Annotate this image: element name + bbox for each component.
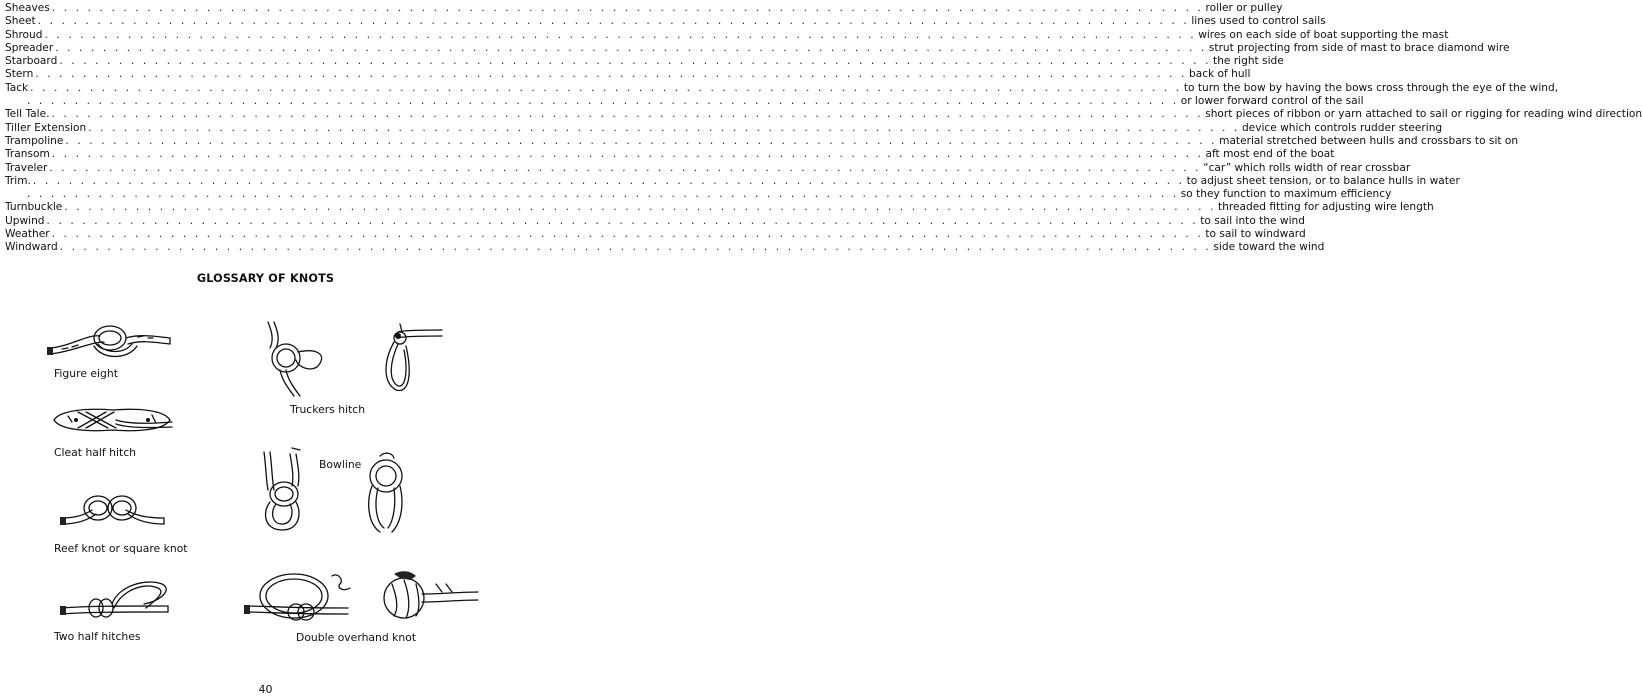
glossary-definition: to sail to windward [1205,228,1306,241]
leader-dots: . . . . . . . . . . . . . . . . . . . . . . . . . . . . . . . . . . . . . . . . . . . . . . . . . . . . . . . . . . . . . . . . . . . . . . . . . . . . . . . . . . . . . . . . . . . . . . . . . [46,214,1199,227]
glossary-entry [5,41,1510,55]
leader-dots: . . . . . . . . . . . . . . . . . . . . . . . . . . . . . . . . . . . . . . . . . . . . . . . . . . . . . . . . . . . . . . . . . . . . . . . . . . . . . . . . . . . . . . . . . . . . . . . . . [51,2,1204,14]
glossary-entry [5,228,1306,241]
glossary-term: Windward [5,241,58,254]
glossary-definition: aft most end of the boat [1205,148,1335,161]
glossary-line [5,55,1284,68]
glossary-term: Sheaves [5,2,50,14]
glossary-term: Sheet [5,15,36,28]
leader-dots: . . . . . . . . . . . . . . . . . . . . . . . . . . . . . . . . . . . . . . . . . . . . . . . . . . . . . . . . . . . . . . . . . . . . . . . . . . . . . . . . . . . . . . . . . . . . . . . . . [30,81,1182,94]
bowline-label: Bowline [319,458,362,471]
truckers-hitch-illustration [258,318,338,398]
glossary-line [5,134,1519,148]
leader-dots: . . . . . . . . . . . . . . . . . . . . . . . . . . . . . . . . . . . . . . . . . . . . . . . . . . . . . . . . . . . . . . . . . . . . . . . . . . . . . . . . . . . . . . . . . . . . . . . . . [49,161,1202,174]
leader-dots: . . . . . . . . . . . . . . . . . . . . . . . . . . . . . . . . . . . . . . . . . . . . . . . . . . . . . . . . . . . . . . . . . . . . . . . . . . . . . . . . . . . . . . . . . . . . . . . . . [32,174,1185,187]
glossary-line [5,148,1335,161]
glossary-definition: strut projecting from side of mast to brace diamond wire [1208,41,1510,54]
glossary-term: Upwind [5,214,45,227]
glossary-definition-continued: so they function to maximum efficiency [1180,188,1392,201]
glossary-entry [5,81,1559,109]
leader-dots: . . . . . . . . . . . . . . . . . . . . . . . . . . . . . . . . . . . . . . . . . . . . . . . . . . . . . . . . . . . . . . . . . . . . . . . . . . . . . . . . . . . . . . . . . . . . . . . . . [51,228,1204,241]
glossary-line [5,201,1434,214]
glossary-line [5,68,1251,81]
glossary-term: Shroud [5,28,43,41]
glossary-line [5,121,1443,135]
glossary-definition: material stretched between hulls and crossbars to sit on [1219,134,1519,147]
figure-eight-label: Figure eight [54,367,118,380]
glossary-term: Stern [5,68,34,81]
leader-dots: . . . . . . . . . . . . . . . . . . . . . . . . . . . . . . . . . . . . . . . . . . . . . . . . . . . . . . . . . . . . . . . . . . . . . . . . . . . . . . . . . . . . . . . . . . . . . . . . . [51,108,1204,121]
glossary-definition: to adjust sheet tension, or to balance hulls in water [1186,174,1460,187]
glossary-term: Tack [5,81,29,94]
glossary-definition: threaded fitting for adjusting wire length [1218,201,1434,214]
leader-dots: . . . . . . . . . . . . . . . . . . . . . . . . . . . . . . . . . . . . . . . . . . . . . . . . . . . . . . . . . . . . . . . . . . . . . . . . . . . . . . . . . . . . . . . . . . . . . . . . . [88,121,1240,134]
glossary-definition: to sail into the wind [1200,214,1305,227]
glossary-entry [5,121,1443,135]
glossary-definition: “car” which rolls width of rear crossbar [1203,161,1411,174]
glossary-definition: device which controls rudder steering [1241,121,1443,134]
glossary-entry [5,15,1326,28]
leader-dots: . . . . . . . . . . . . . . . . . . . . . . . . . . . . . . . . . . . . . . . . . . . . . . . . . . . . . . . . . . . . . . . . . . . . . . . . . . . . . . . . . . . . . . . . . . . . . . . . . [59,55,1212,68]
glossary-term: Traveler [5,161,48,174]
glossary-entry [5,108,1642,121]
two-half-hitches-label: Two half hitches [54,630,141,643]
glossary-line [5,161,1411,175]
knots-heading: GLOSSARY OF KNOTS [196,272,335,285]
leader-dots: . . . . . . . . . . . . . . . . . . . . . . . . . . . . . . . . . . . . . . . . . . . . . . . . . . . . . . . . . . . . . . . . . . . . . . . . . . . . . . . . . . . . . . . . . . . . . . . . . [59,241,1212,254]
glossary-definition: side toward the wind [1213,241,1325,254]
glossary-term: Trim. [5,174,31,187]
glossary-entry [5,201,1434,214]
bowline-illustration-2 [360,448,420,538]
glossary-line [5,41,1510,55]
leader-dots: . . . . . . . . . . . . . . . . . . . . . . . . . . . . . . . . . . . . . . . . . . . . . . . . . . . . . . . . . . . . . . . . . . . . . . . . . . . . . . . . . . . . . . . . . . . . . . . . . [27,188,1179,201]
glossary-line [5,15,1326,28]
glossary-definition-continued: or lower forward control of the sail [1180,95,1364,108]
glossary-entry [5,174,1460,202]
glossary-definition: wires on each side of boat supporting the mast [1198,28,1449,41]
glossary-line-continued [5,188,1392,201]
truckers-hitch-label: Truckers hitch [290,403,366,416]
glossary-list [5,2,1642,255]
leader-dots: . . . . . . . . . . . . . . . . . . . . . . . . . . . . . . . . . . . . . . . . . . . . . . . . . . . . . . . . . . . . . . . . . . . . . . . . . . . . . . . . . . . . . . . . . . . . . . . . . [27,95,1179,108]
cleat-half-hitch-label: Cleat half hitch [54,446,137,459]
glossary-term: Trampoline [5,134,64,147]
glossary-entry [5,161,1411,175]
glossary-entry [5,134,1519,148]
leader-dots: . . . . . . . . . . . . . . . . . . . . . . . . . . . . . . . . . . . . . . . . . . . . . . . . . . . . . . . . . . . . . . . . . . . . . . . . . . . . . . . . . . . . . . . . . . . . . . . . . [64,201,1217,214]
glossary-definition: lines used to control sails [1191,15,1326,28]
glossary-line [5,28,1449,42]
glossary-line [5,174,1460,188]
double-overhand-illustration [244,566,354,628]
truckers-hitch-illustration-2 [376,320,446,400]
glossary-line [5,214,1305,228]
glossary-term: Starboard [5,55,58,68]
glossary-term: Spreader [5,41,54,54]
leader-dots: . . . . . . . . . . . . . . . . . . . . . . . . . . . . . . . . . . . . . . . . . . . . . . . . . . . . . . . . . . . . . . . . . . . . . . . . . . . . . . . . . . . . . . . . . . . . . . . . . [55,41,1207,54]
figure-eight-illustration [42,316,177,368]
glossary-term: Weather [5,228,50,241]
glossary-term: Turnbuckle [5,201,63,214]
glossary-definition: roller or pulley [1205,2,1283,14]
reef-knot-label: Reef knot or square knot [54,542,188,555]
leader-dots: . . . . . . . . . . . . . . . . . . . . . . . . . . . . . . . . . . . . . . . . . . . . . . . . . . . . . . . . . . . . . . . . . . . . . . . . . . . . . . . . . . . . . . . . . . . . . . . . . [35,68,1187,81]
glossary-entry [5,55,1284,68]
glossary-definition: back of hull [1189,68,1251,81]
glossary-entry [5,241,1325,254]
glossary-line [5,108,1642,121]
leader-dots: . . . . . . . . . . . . . . . . . . . . . . . . . . . . . . . . . . . . . . . . . . . . . . . . . . . . . . . . . . . . . . . . . . . . . . . . . . . . . . . . . . . . . . . . . . . . . . . . . [65,134,1218,147]
glossary-term: Tell Tale. [5,108,50,121]
glossary-entry [5,28,1449,42]
glossary-entry [5,214,1305,228]
glossary-term: Transom [5,148,50,161]
glossary-line [5,241,1325,254]
glossary-entry [5,2,1283,15]
glossary-term: Tiller Extension [5,121,87,134]
double-overhand-label: Double overhand knot [296,631,417,644]
glossary-entry [5,68,1251,81]
glossary-line [5,2,1283,15]
glossary-definition: short pieces of ribbon or yarn attached to sail or rigging for reading wind direction [1205,108,1642,121]
double-overhand-illustration-2 [380,570,480,626]
leader-dots: . . . . . . . . . . . . . . . . . . . . . . . . . . . . . . . . . . . . . . . . . . . . . . . . . . . . . . . . . . . . . . . . . . . . . . . . . . . . . . . . . . . . . . . . . . . . . . . . . [37,15,1190,28]
page-number: 40 [258,683,273,696]
glossary-definition: the right side [1213,55,1284,68]
cleat-half-hitch-illustration [48,402,178,440]
two-half-hitches-illustration [58,576,183,626]
leader-dots: . . . . . . . . . . . . . . . . . . . . . . . . . . . . . . . . . . . . . . . . . . . . . . . . . . . . . . . . . . . . . . . . . . . . . . . . . . . . . . . . . . . . . . . . . . . . . . . . . [51,148,1204,161]
glossary-line [5,81,1559,95]
glossary-line-continued [5,95,1364,108]
reef-knot-illustration [56,484,171,536]
leader-dots: . . . . . . . . . . . . . . . . . . . . . . . . . . . . . . . . . . . . . . . . . . . . . . . . . . . . . . . . . . . . . . . . . . . . . . . . . . . . . . . . . . . . . . . . . . . . . . . . . [44,28,1197,41]
glossary-definition: to turn the bow by having the bows cross through the eye of the wind, [1183,81,1559,94]
glossary-line [5,228,1306,241]
glossary-entry [5,148,1335,161]
